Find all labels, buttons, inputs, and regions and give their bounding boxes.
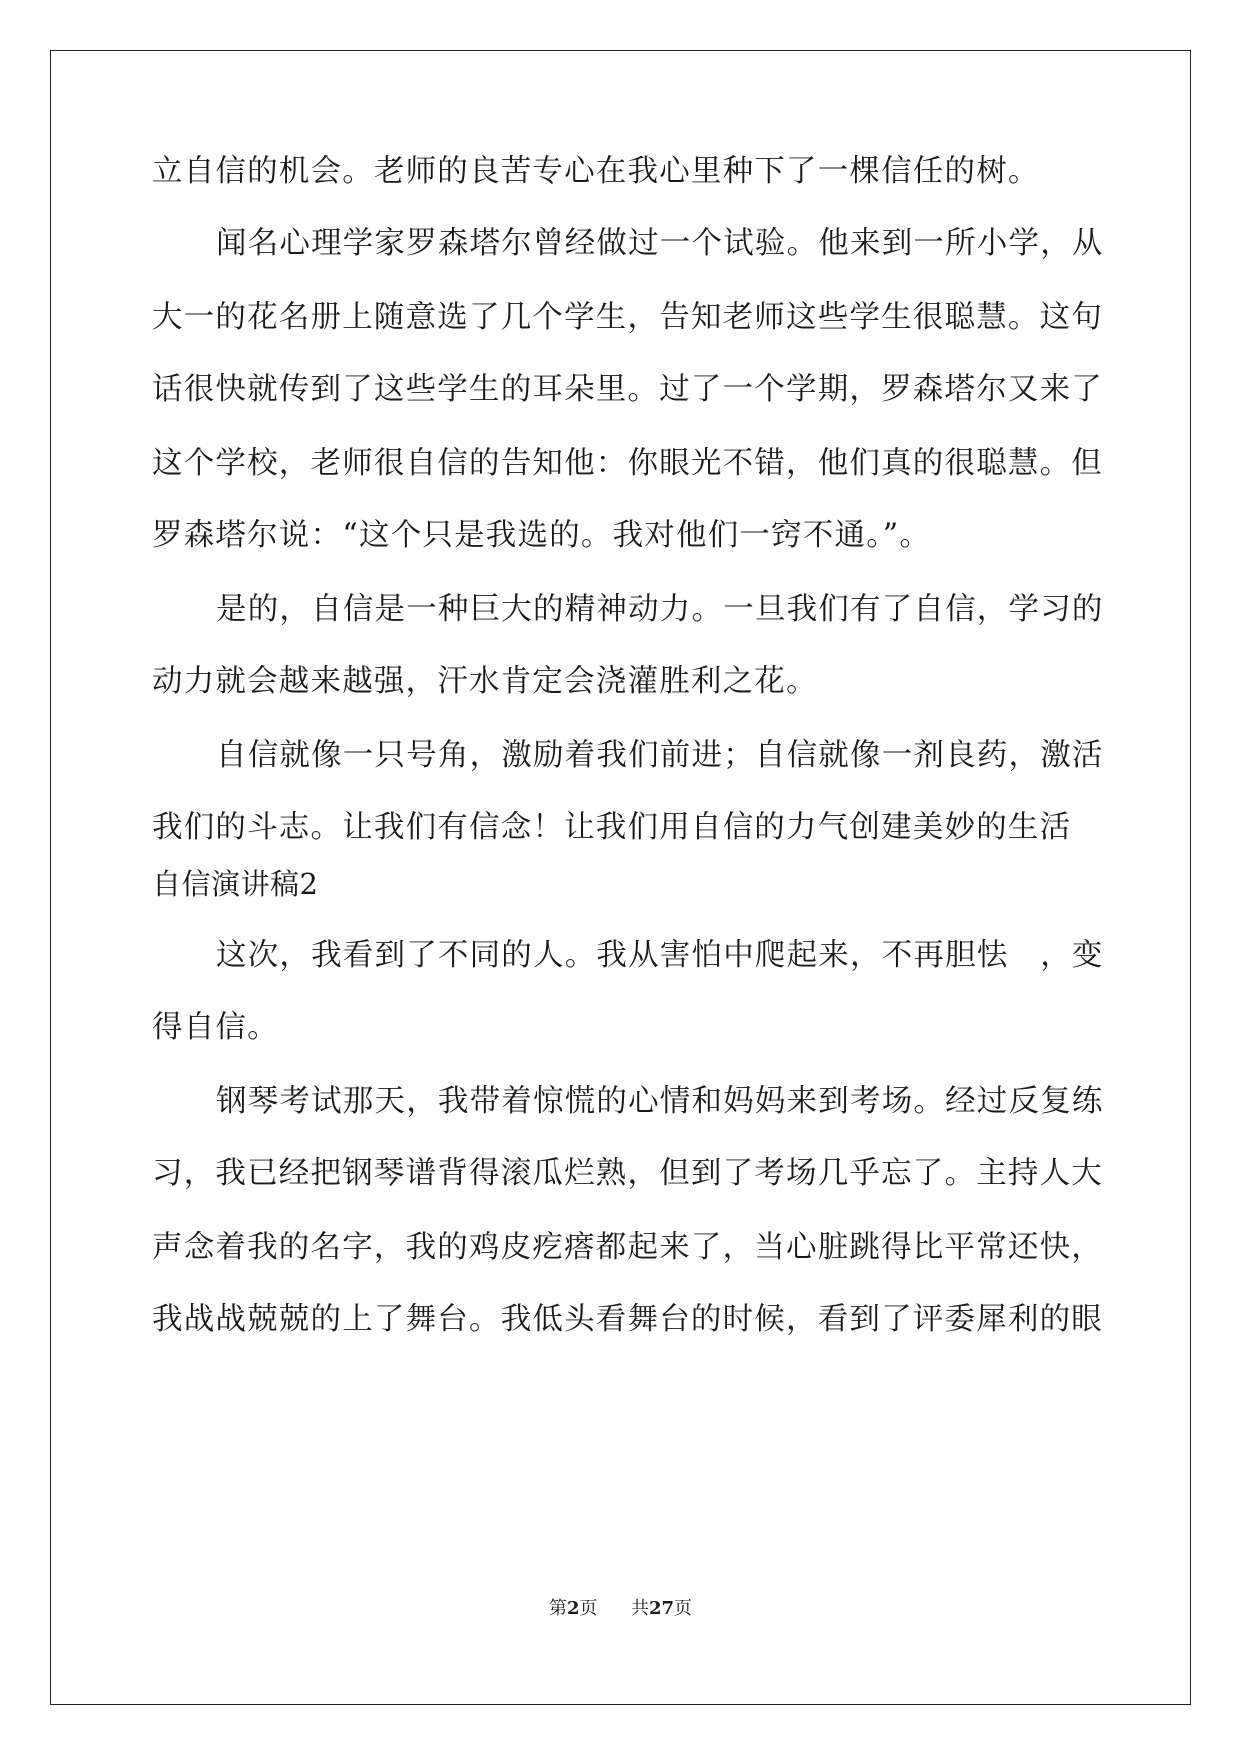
text-line: 动力就会越来越强，汗水肯定会浇灌胜利之花。	[152, 664, 818, 699]
text-line: 我战战兢兢的上了舞台。我低头看舞台的时候，看到了评委犀利的眼	[152, 1302, 1103, 1337]
text-line: 大一的花名册上随意选了几个学生，告知老师这些学生很聪慧。这句	[152, 300, 1103, 335]
page-footer	[0, 1597, 1241, 1621]
paragraph-start-line: 闻名心理学家罗森塔尔曾经做过一个试验。他来到一所小学，从	[216, 226, 1104, 261]
text-line: 话很快就传到了这些学生的耳朵里。过了一个学期，罗森塔尔又来了	[152, 372, 1103, 407]
text-line: 这个学校，老师很自信的告知他：你眼光不错，他们真的很聪慧。但	[152, 446, 1103, 481]
total-suffix: 页	[674, 1598, 693, 1619]
paragraph-start-line: 这次，我看到了不同的人。我从害怕中爬起来，不再胆怯 ，变	[216, 938, 1104, 973]
text-line: 得自信。	[152, 1010, 279, 1045]
text-line: 罗森塔尔说：“这个只是我选的。我对他们一窍不通。”。	[152, 518, 932, 553]
text-line: 立自信的机会。老师的良苦专心在我心里种下了一棵信任的树。	[152, 154, 1040, 189]
page-number: 2	[566, 1598, 580, 1619]
page-label	[549, 1597, 598, 1621]
paragraph-start-line: 钢琴考试那天，我带着惊慌的心情和妈妈来到考场。经过反复练	[216, 1084, 1104, 1119]
total-prefix: 共	[630, 1598, 649, 1619]
paragraph-start-line: 是的，自信是一种巨大的精神动力。一旦我们有了自信，学习的	[216, 592, 1104, 627]
paragraph-start-line: 自信就像一只号角，激励着我们前进；自信就像一剂良药，激活	[216, 738, 1104, 773]
text-line: 我们的斗志。让我们有信念！让我们用自信的力气创建美妙的生活	[152, 810, 1072, 845]
section-heading: 自信演讲稿2	[152, 867, 319, 901]
text-line: 声念着我的名字，我的鸡皮疙瘩都起来了，当心脏跳得比平常还快，	[152, 1230, 1103, 1265]
text-line: 习，我已经把钢琴谱背得滚瓜烂熟，但到了考场几乎忘了。主持人大	[152, 1156, 1103, 1191]
total-pages: 27	[648, 1598, 675, 1619]
page-suffix: 页	[579, 1598, 598, 1619]
page-prefix: 第	[548, 1598, 567, 1619]
total-pages-label	[631, 1597, 692, 1621]
